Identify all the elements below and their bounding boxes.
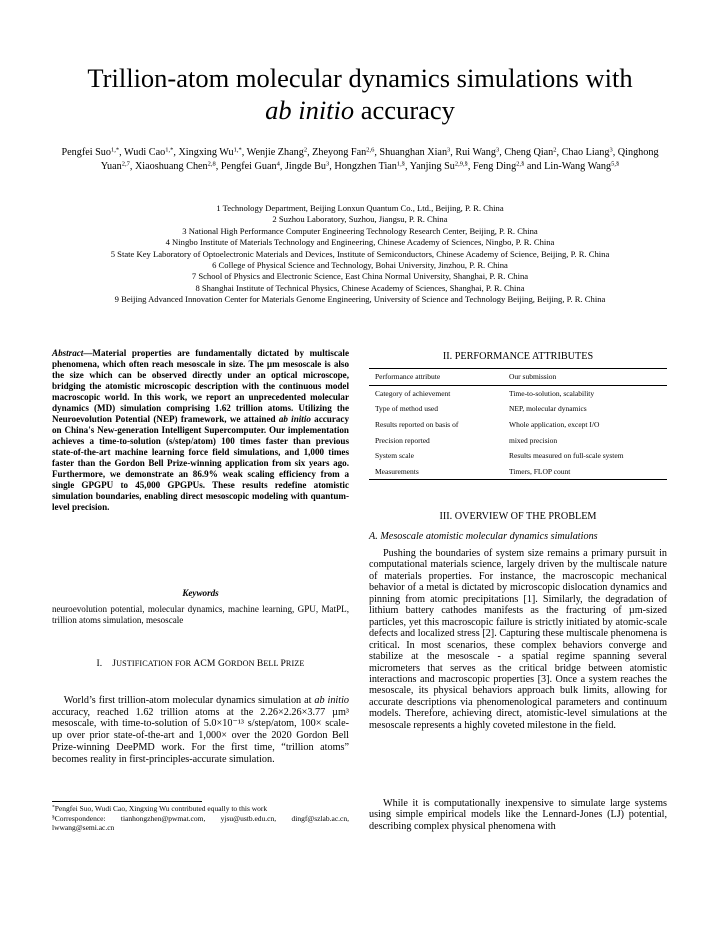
author-affiliation-marker: 3: [326, 160, 330, 168]
affiliation: 1 Technology Department, Beijing Lonxun Quantum Co., Ltd., Beijing, P. R. China: [216, 203, 504, 213]
affiliation: 6 College of Physical Science and Technology, Bohai University, Jinzhou, P. R. China: [212, 260, 508, 271]
section-1-number: I.: [96, 658, 103, 669]
sc-cap: J: [112, 658, 117, 669]
section-2-heading: II. PERFORMANCE ATTRIBUTES: [442, 351, 594, 362]
author-affiliation-marker: 3: [447, 146, 451, 154]
author-affiliation-marker: 1,§: [396, 160, 406, 168]
table-row: [369, 448, 667, 464]
affiliation: 4 Ningbo Institute of Materials Technology and Engineering, Chinese Academy of Sciences, Ningbo, P. R. China: [165, 237, 555, 248]
author-affiliation-marker: 2,8: [207, 160, 216, 168]
author: Chao Liang$^3$: [561, 146, 613, 158]
author: Pengfei Suo$^{1,*}$: [61, 146, 120, 158]
performance-table: [369, 368, 667, 480]
sc-lower: RIZE: [285, 659, 305, 668]
author: Xingxing $Wu^{1,*}$: [178, 146, 242, 158]
para-1-b: accuracy, reached 1.62 trillion atoms at the 2.26×2.26×3.77 µm³ mesoscale, with time-to-solution of 5.0×10⁻¹³ s/step/atom, 100× scale-up over prior state-of-the-art and 1,000× over the 2020 Gordon Bell Prize-winning DeePMD work. For the first time, “trillion atoms” becomes reality in first-principles-accurate simulation.: [52, 706, 349, 765]
footnote-corr-text: Correspondence: tianhongzhen@pwmat.com, yjsu@ustb.edu.cn, dingf@szlab.ac.cn, lwwang@semi.ac.cn: [52, 813, 349, 833]
footnote-star-marker: *: [52, 804, 55, 811]
abstract-text: Material properties are fundamentally dictated by multiscale phenomena, which often reach mesoscale in size. The µm mesoscale is also the size which can be observed directly under an optical microscope, bridging the atomistic microscopic description with the continuous model macroscopic world. In this work, we report an unprecedented molecular dynamics (MD) simulation comprising 1.62 trillion atoms. Utilizing the Neuroevolution Potential (NEP) framework, we attained: [52, 348, 349, 424]
affiliation: 9 Beijing Advanced Innovation Center for Materials Genome Engineering, University of Science and Technology Beijing, Beijing, P. R. China: [114, 294, 606, 305]
table-row: [369, 464, 667, 480]
table-cell: NEP, molecular dynamics: [509, 404, 587, 414]
section-3-paragraph-1: Pushing the boundaries of system size remains a primary pursuit in computational materials science, largely driven by the multiscale nature of materials properties. For instance, the macroscopic mechanical behavior of a metal is dictated by microscopic dislocation dynamics and pinning from atomic precipitations [1]. Similarly, the degradation of lithium battery cathodes manifests as the fracturing of µm-sized particles, yet this macroscopic failure is strictly initiated by atomic-scale defects and localized stress [2]. Capturing these multiscale phenomena is critical. In most scenarios, these complex behaviors converge and stabilize at the mesoscale - a spatial regime spanning several micrometers that serves as the critical bridge between atomistic interactions and macroscopic properties [3]. Once a system reaches the mesoscale, its physical behaviors approach bulk limits, allowing for accurate descriptions via phenomenological parameters and continuum models. Therefore, achieving direct, atomistic-level simulations at the mesoscale represents a highly coveted milestone in the field.: [369, 548, 667, 731]
title-line-2: [40, 94, 680, 126]
footnote-correspondence: [52, 814, 349, 833]
table-cell: Type of method used: [375, 404, 439, 414]
subsection-a-heading: A. Mesoscale atomistic molecular dynamics simulations: [369, 531, 598, 542]
author-affiliation-marker: 2: [553, 146, 557, 154]
sc-cap: B: [256, 658, 264, 669]
author-affiliation-marker: 2,9,§: [454, 160, 468, 168]
author: Wudi Cao$^{1,*}$: [124, 146, 174, 158]
author-affiliation-marker: 4: [276, 160, 280, 168]
table-header-cell: Our submission: [509, 372, 557, 382]
author-affiliation-marker: 5,§: [611, 160, 620, 168]
author-affiliation-marker: 2,6: [366, 146, 375, 154]
footnotes: [52, 804, 349, 833]
left-column: [52, 348, 350, 833]
author-affiliation-marker: 3: [609, 146, 613, 154]
author-list: Pengfei Suo$^{1,*}$, Wudi Cao$^{1,*}$, Xingxing $Wu^{1,*}$, Wenjie Zhang$^2$, Zheyong Fan$^{2,6}$, Shuanghan Xian$^3$, Rui Wang$^3$, Cheng Qian$^2$, Chao Liang$^3$, Qinghong Yuan$^{2,7}$, Xiaoshuang Chen$^{2,8}$, Pengfei Guan$^4$, Jingde Bu$^3$, Hongzhen Tian$^{1,\S}$, Yanjing $Su^{2,9,\S}$, Feng Ding$^{2,\S}$ and Lin-Wang Wang$^{5,\S}$: [61, 146, 659, 172]
table-cell: Results reported on basis of: [375, 420, 459, 430]
author: Hongzhen Tian$^{1,\S}$: [334, 160, 406, 172]
sc-cap: P: [280, 658, 286, 669]
author-affiliation-marker: 1,*: [233, 146, 242, 154]
author-affiliation-marker: 1,*: [165, 146, 174, 154]
footnote-star-text: Pengfei Suo, Wudi Cao, Xingxing Wu contributed equally to this work: [54, 804, 268, 813]
table-cell: Time-to-solution, scalability: [509, 388, 595, 398]
keywords-text: neuroevolution potential, molecular dynamics, machine learning, GPU, MatPL, trillion atoms simulation, mesoscale: [52, 604, 349, 626]
author-affiliation-marker: 2: [303, 146, 308, 154]
sc-lower: ORDON: [225, 659, 257, 668]
section-1-paragraph: [52, 695, 349, 765]
table-body: [369, 385, 667, 480]
table-header-cell: Performance attribute: [375, 372, 441, 382]
table-cell: Category of achievement: [375, 388, 451, 398]
sc-lower: USTIFICATION FOR: [116, 659, 194, 668]
affiliation: 3 National High Performance Computer Engineering Technology Research Center, Beijing, P. R. China: [182, 225, 538, 236]
paper-title: [40, 62, 680, 126]
author-affiliation-marker: 1,*: [110, 146, 120, 154]
author-affiliation-marker: 2,§: [516, 160, 525, 168]
author: Pengfei Guan$^4$: [220, 160, 280, 172]
table-row: [369, 385, 667, 401]
table-header-row: [369, 369, 667, 386]
table-cell: Results measured on full-scale system: [509, 451, 624, 461]
abstract-label: Abstract: [52, 348, 84, 358]
table-cell: System scale: [375, 451, 414, 461]
author: Xiaoshuang Chen$^{2,8}$: [134, 160, 216, 172]
affiliation: 8 Shanghai Institute of Technical Physics, Chinese Academy of Sciences, Shanghai, P. R. China: [195, 282, 525, 293]
section-1-heading: [52, 658, 349, 669]
table-row: [369, 417, 667, 433]
abstract-dash: —: [83, 348, 93, 358]
table-row: [369, 401, 667, 417]
author: Feng Ding$^{2,\S}$: [472, 160, 525, 172]
author: Qinghong Yuan$^{2,7}$: [100, 147, 659, 172]
author: Zheyong Fan$^{2,6}$: [312, 146, 375, 158]
table-row: [369, 432, 667, 448]
author: Wenjie Zhang$^2$: [246, 146, 308, 158]
title-italic-part: ab initio: [265, 95, 355, 125]
footnote-equal-contribution: [52, 804, 349, 814]
table-cell: Precision reported: [375, 435, 430, 445]
affiliation: 2 Suzhou Laboratory, Suzhou, Jiangsu, P. R. China: [272, 214, 448, 225]
sc-lower: ELL: [263, 659, 281, 668]
para-1-italic: ab initio: [314, 695, 349, 706]
affiliation-list: [30, 203, 690, 306]
table-cell: Measurements: [375, 466, 419, 476]
keywords-heading: Keywords: [182, 588, 219, 598]
author: Jingde Bu$^3$: [284, 160, 330, 172]
footnote-rule: [52, 801, 202, 802]
table-cell: mixed precision: [509, 435, 558, 445]
author: Yanjing $Su^{2,9,\S}$: [409, 160, 468, 172]
section-3-heading: III. OVERVIEW OF THE PROBLEM: [439, 511, 597, 522]
para-1-a: World’s first trillion-atom molecular dynamics simulation at: [63, 695, 315, 706]
title-line-1: Trillion-atom molecular dynamics simulations with: [87, 63, 633, 93]
author: Shuanghan Xian$^3$: [379, 146, 451, 158]
abstract-text-end: accuracy on China's New-generation Intelligent Supercomputer. Our implementation achieves a time-to-solution (s/step/atom) 100 times faster than previous state-of-the-art machine learning force field simulations, and 1,000 times faster than the Gordon Bell Prize-winning application from six years ago. Furthermore, we demonstrate an 86.9% weak scaling efficiency from a single GPGPU to 45,000 GPGPUs. These results redefine atomistic simulation boundaries, enabling direct mesoscopic modeling with quantum-level precision.: [52, 414, 350, 512]
title-rest: accuracy: [354, 95, 455, 125]
sc-cap: ACM G: [193, 658, 226, 669]
table-cell: Whole application, except I/O: [509, 420, 600, 430]
author-affiliation-marker: 3: [495, 146, 500, 154]
affiliation: 7 School of Physics and Electronic Science, East China Normal University, Shanghai, P. R. China: [191, 271, 529, 282]
author: Cheng Qian$^2$: [504, 146, 557, 158]
abstract: [52, 348, 349, 513]
author: Lin-Wang Wang$^{5,\S}$: [544, 160, 620, 172]
author: Rui Wang$^3$: [455, 146, 500, 158]
table-cell: Timers, FLOP count: [509, 466, 571, 476]
abstract-italic: ab initio: [278, 414, 311, 424]
footnote-corr-marker: §: [52, 814, 55, 821]
section-3-paragraph-2: While it is computationally inexpensive to simulate large systems using simple empirical models like the Lennard-Jones (LJ) potential, describing complex physical phenomena with: [369, 798, 667, 832]
affiliation: 5 State Key Laboratory of Optoelectronic Materials and Devices, Institute of Semiconductors, Chinese Academy of Science, Beijing, P. R. China: [110, 248, 610, 259]
author-affiliation-marker: 2,7: [121, 160, 130, 168]
